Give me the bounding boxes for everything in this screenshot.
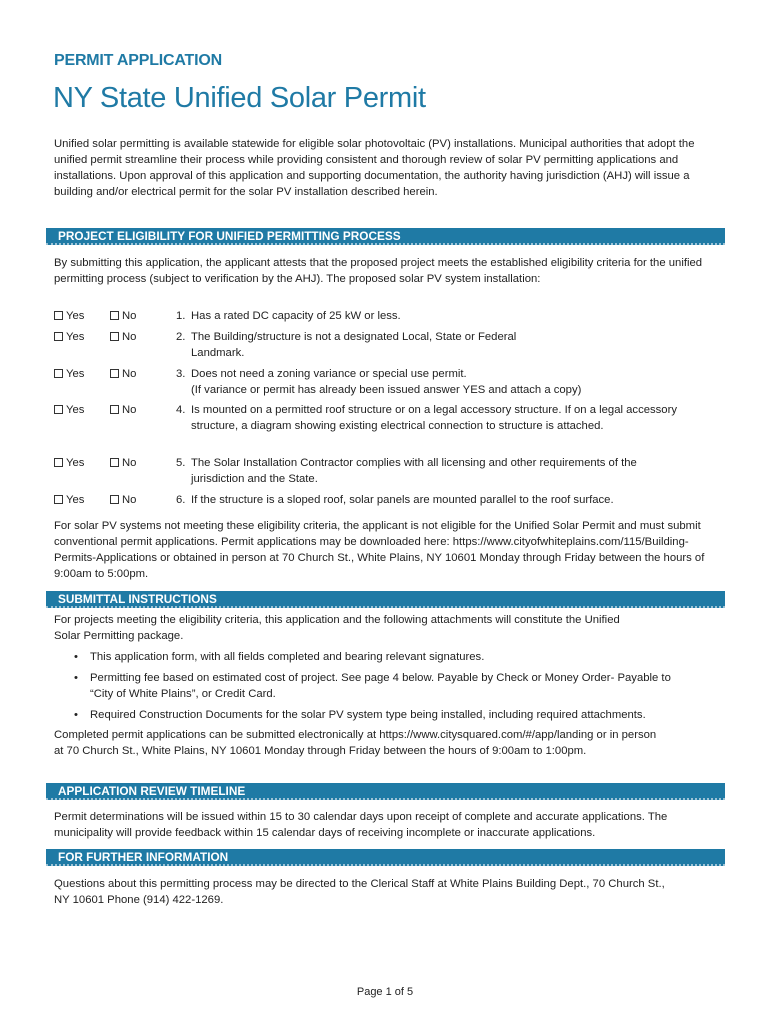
list-item-text: Required Construction Documents for the solar PV system type being installed, including required attachments.: [90, 709, 646, 721]
criterion-main-text: Does not need a zoning variance or special use permit.: [191, 368, 467, 380]
bullet-icon: •: [74, 651, 78, 663]
checkbox-yes-6[interactable]: [54, 495, 63, 504]
yes-label: Yes: [66, 494, 85, 506]
criterion-text: Has a rated DC capacity of 25 kW or less.: [191, 310, 401, 322]
review-timeline-paragraph: Permit determinations will be issued within 15 to 30 calendar days upon receipt of complete and accurate applications. The municipality will provide feedback within 15 calendar days of receiving incomplete or inaccurate applications.: [54, 811, 668, 839]
checkbox-no-4[interactable]: [110, 405, 119, 414]
no-label: No: [122, 494, 137, 506]
submittal-section-header: SUBMITTAL INSTRUCTIONS: [46, 591, 725, 608]
criterion-text: The Solar Installation Contractor complies with all licensing and other requirements of the jurisdiction and the State.: [191, 457, 637, 485]
criterion-number: 5.: [176, 457, 186, 469]
yes-option-2[interactable]: [54, 329, 84, 345]
checkbox-no-2[interactable]: [110, 332, 119, 341]
checkbox-no-1[interactable]: [110, 311, 119, 320]
document-eyebrow: PERMIT APPLICATION: [54, 52, 222, 69]
checkbox-yes-5[interactable]: [54, 458, 63, 467]
not-eligible-paragraph: For solar PV systems not meeting these eligibility criteria, the applicant is not eligible for the Unified Solar Permit and must submit conventional permit applications. Permit applications may be downloaded here: https://www.cityofwhiteplains.com/115/Building-Permits-Applications or obtained in person at 70 Church St., White Plains, NY 10601 Monday through Friday between the hours of 9:00am to 5:00pm.: [54, 520, 705, 580]
criterion-number: 2.: [176, 331, 186, 343]
no-label: No: [122, 310, 137, 322]
eligibility-intro: By submitting this application, the applicant attests that the proposed project meets the established eligibility criteria for the unified permitting process (subject to verification by the AHJ). The proposed solar PV system installation:: [54, 257, 703, 285]
yes-label: Yes: [66, 404, 85, 416]
no-label: No: [122, 404, 137, 416]
further-info-paragraph: Questions about this permitting process may be directed to the Clerical Staff at White Plains Building Dept., 70 Church St., NY 10601 Phone (914) 422-1269.: [54, 878, 665, 906]
submittal-intro: For projects meeting the eligibility criteria, this application and the following attachments will constitute the Unified Solar Permitting package.: [54, 614, 620, 642]
no-option-4[interactable]: [110, 402, 136, 418]
yes-option-3[interactable]: [54, 366, 84, 382]
yes-label: Yes: [66, 310, 85, 322]
no-label: No: [122, 457, 137, 469]
criterion-number: 3.: [176, 368, 186, 380]
no-option-1[interactable]: [110, 308, 136, 324]
checkbox-yes-1[interactable]: [54, 311, 63, 320]
criterion-text: Is mounted on a permitted roof structure or on a legal accessory structure. If on a legal accessory structure, a diagram showing existing electrical connection to structure is attached.: [191, 404, 678, 432]
eligibility-section-header: PROJECT ELIGIBILITY FOR UNIFIED PERMITTING PROCESS: [46, 228, 725, 245]
review-timeline-section-header: APPLICATION REVIEW TIMELINE: [46, 783, 725, 800]
yes-option-4[interactable]: [54, 402, 84, 418]
list-item-text: Permitting fee based on estimated cost of project. See page 4 below. Payable by Check or Money Order- Payable to “City of White Plains”, or Credit Card.: [90, 672, 671, 700]
criterion-number: 6.: [176, 494, 186, 506]
no-option-2[interactable]: [110, 329, 136, 345]
page-title: NY State Unified Solar Permit: [53, 82, 426, 114]
criterion-text: [191, 366, 721, 398]
criterion-number: 4.: [176, 404, 186, 416]
yes-option-5[interactable]: [54, 455, 84, 471]
no-label: No: [122, 331, 137, 343]
list-item-text: This application form, with all fields completed and bearing relevant signatures.: [90, 651, 485, 663]
bullet-icon: •: [74, 709, 78, 721]
criterion-note: (If variance or permit has already been issued answer YES and attach a copy): [191, 384, 582, 396]
no-option-6[interactable]: [110, 492, 136, 508]
no-option-3[interactable]: [110, 366, 136, 382]
electronic-submission-paragraph: Completed permit applications can be submitted electronically at https://www.citysquared.com/#/app/landing or in person at 70 Church St., White Plains, NY 10601 Monday through Friday between the hours of 9:00am to 1:00pm.: [54, 729, 657, 757]
yes-option-6[interactable]: [54, 492, 84, 508]
yes-label: Yes: [66, 368, 85, 380]
checkbox-yes-3[interactable]: [54, 369, 63, 378]
checkbox-no-5[interactable]: [110, 458, 119, 467]
criterion-text: If the structure is a sloped roof, solar panels are mounted parallel to the roof surface.: [191, 494, 614, 506]
yes-option-1[interactable]: [54, 308, 84, 324]
yes-label: Yes: [66, 331, 85, 343]
checkbox-no-3[interactable]: [110, 369, 119, 378]
no-label: No: [122, 368, 137, 380]
intro-paragraph: Unified solar permitting is available statewide for eligible solar photovoltaic (PV) installations. Municipal authorities that adopt the unified permit streamline their process while providing consistent and thorough review of solar PV permitting applications and installations. Upon approval of this application and supporting documentation, the authority having jurisdiction (AHJ) will issue a building and/or electrical permit for the solar PV installation described herein.: [54, 138, 695, 198]
criterion-number: 1.: [176, 310, 186, 322]
no-option-5[interactable]: [110, 455, 136, 471]
page-number: Page 1 of 5: [356, 986, 414, 998]
checkbox-no-6[interactable]: [110, 495, 119, 504]
further-info-section-header: FOR FURTHER INFORMATION: [46, 849, 725, 866]
bullet-icon: •: [74, 672, 78, 684]
checkbox-yes-4[interactable]: [54, 405, 63, 414]
checkbox-yes-2[interactable]: [54, 332, 63, 341]
criterion-text: The Building/structure is not a designated Local, State or Federal Landmark.: [191, 331, 517, 359]
yes-label: Yes: [66, 457, 85, 469]
